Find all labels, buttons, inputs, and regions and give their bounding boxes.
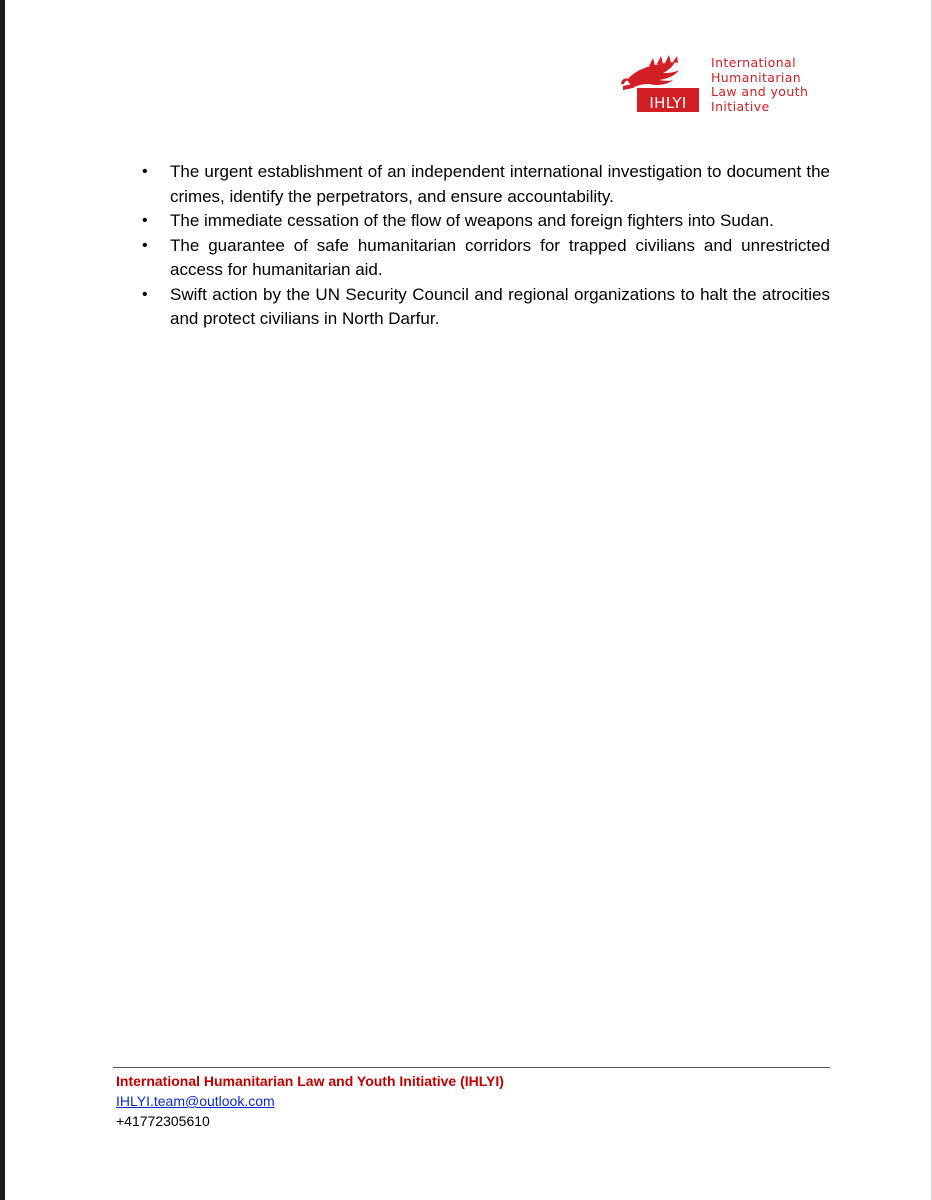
page-edge-left xyxy=(0,0,5,1200)
logo-wordmark xyxy=(711,56,851,114)
logo-text-line: Humanitarian xyxy=(711,69,802,85)
list-item: • The urgent establishment of an independent international investigation to document the crimes, identify the perpetrators, and ensure accountability. xyxy=(130,160,830,209)
footer-email-link[interactable]: IHLYI.team@outlook.com xyxy=(116,1093,275,1109)
footer-phone: +41772305610 xyxy=(116,1113,210,1129)
demands-list xyxy=(130,160,830,332)
logo-abbreviation: IHLYI xyxy=(649,94,687,112)
list-item: • The guarantee of safe humanitarian corridors for trapped civilians and unrestricted access for humanitarian aid. xyxy=(130,234,830,283)
list-item: • The immediate cessation of the flow of weapons and foreign fighters into Sudan. xyxy=(130,209,830,234)
footer-divider xyxy=(113,1067,830,1068)
logo-text-line: Law and youth xyxy=(711,84,809,99)
footer-organization: International Humanitarian Law and Youth Initiative (IHLYI) xyxy=(116,1073,504,1089)
logo-text-line: International xyxy=(711,55,796,70)
logo-text-line: Initiative xyxy=(711,98,770,114)
list-item: • Swift action by the UN Security Council and regional organizations to halt the atrocities and protect civilians in North Darfur. xyxy=(130,283,830,332)
footer xyxy=(116,1071,504,1131)
